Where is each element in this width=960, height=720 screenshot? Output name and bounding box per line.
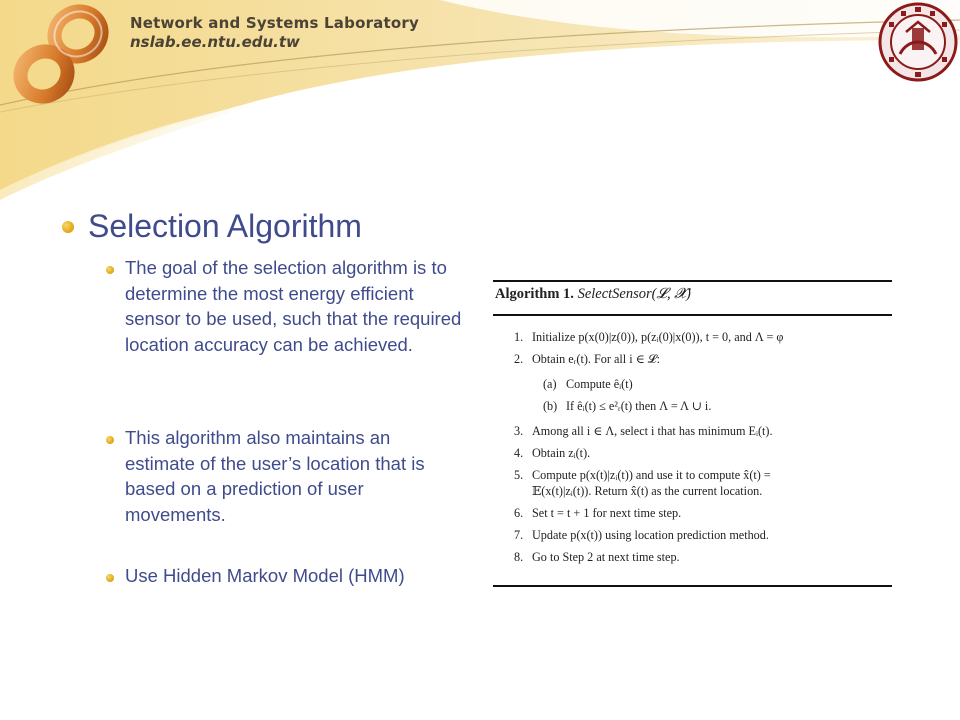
top-rule: [493, 280, 892, 282]
lab-url: nslab.ee.ntu.edu.tw: [130, 33, 300, 51]
bullet-dot-icon: [106, 436, 114, 444]
algorithm-label: Algorithm 1.: [495, 286, 574, 302]
algorithm-name: SelectSensor(𝓛, 𝓧): [577, 286, 691, 302]
lab-name: Network and Systems Laboratory: [130, 14, 419, 32]
bottom-rule: [493, 585, 892, 587]
bullet-dot-icon: [62, 221, 74, 233]
university-seal-icon: [878, 2, 958, 82]
algorithm-box: Algorithm 1. SelectSensor(𝓛, 𝓧) 1. Initialize p(x(0)|z(0)), p(zᵢ(0)|x(0)), t = 0, and Λ = φ 2. Obtain eᵣ(t). For all i ∈ 𝓛: (a) Compute êᵢ(t) (b) If êᵢ(t) ≤ e²ᵣ(t) then Λ = Λ ∪ i. 3. Among all i ∈ Λ, select i that has minimum Eᵢ(t). 4. Obtain zᵢ(t). 5. Compute p(x(t)|zᵢ(t)) and use it to compute x̂(t) = 𝔼(x(t)|zᵢ(t)). Return x̂(t) as the current location. 6. Set t = t + 1 for next time step. 7. Update p(x(t)) using location prediction method. 8. Go to Step 2 at next time step.: [493, 280, 892, 590]
mid-rule: [493, 314, 892, 316]
bullet-dot-icon: [106, 574, 114, 582]
bullet-hmm: Use Hidden Markov Model (HMM): [125, 565, 405, 586]
slide-title: Selection Algorithm: [88, 208, 362, 244]
algorithm-header: [495, 286, 691, 303]
bullet-estimate: This algorithm also maintains an estimate of the user’s location that is based on a prediction of user movements.: [125, 427, 425, 525]
infinity-logo-icon: [8, 4, 112, 104]
bullet-dot-icon: [106, 266, 114, 274]
bullet-goal: The goal of the selection algorithm is to determine the most energy efficient sensor to be used, such that the required location accuracy can be achieved.: [125, 257, 462, 355]
